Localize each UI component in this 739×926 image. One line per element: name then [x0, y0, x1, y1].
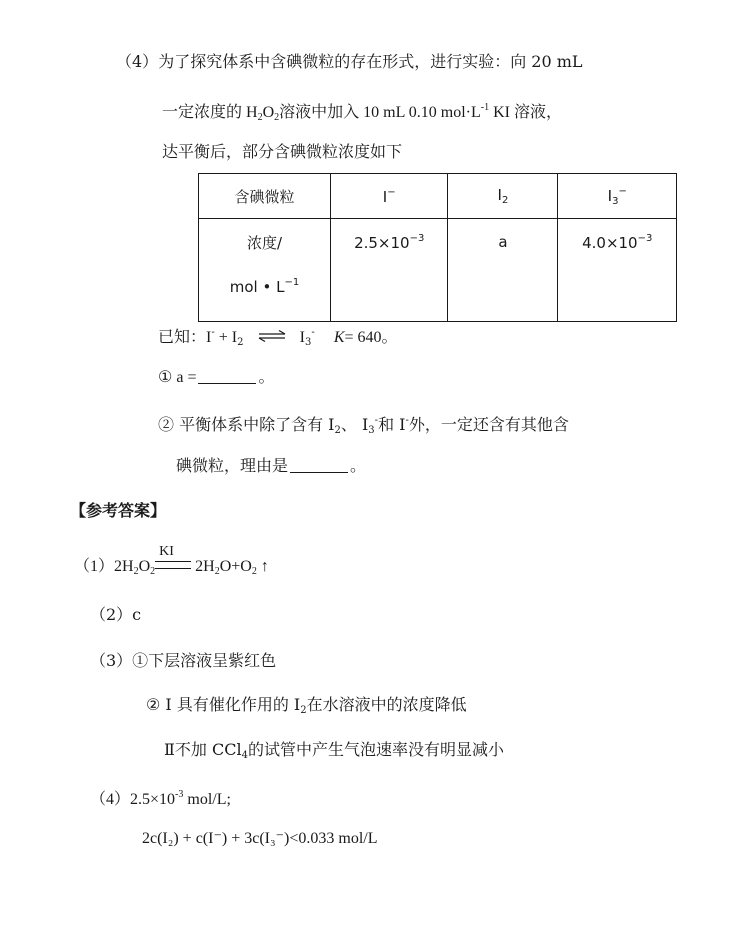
answer-3-text-c: Ⅱ不加 CCl	[164, 740, 242, 759]
concentration-table	[198, 173, 677, 322]
known-product: I	[299, 329, 305, 346]
question-text-1: 为了探究体系中含碘微粒的存在形式，进行实验：向 20 mL	[158, 52, 583, 71]
known-equilibrium: 已知：$I^- + I_2$ $I_3^-$ K= 640。	[158, 327, 398, 348]
row-label-unit: mol • L	[229, 278, 285, 296]
answer-section-title: 【参考答案】	[70, 501, 167, 520]
answer-4-line-2: 2c(I₂) + c(I⁻) + 3c(I₃⁻)<0.033 mol/L	[142, 830, 378, 847]
table-header-cell	[199, 174, 331, 219]
header-label-species: 含碘微粒	[234, 187, 295, 206]
value-iodine: a	[498, 233, 508, 251]
answer-1-left: 2H	[114, 558, 134, 575]
table-row-label	[199, 219, 331, 322]
table-header-cell: $I_3^-$	[558, 174, 677, 219]
answer-4-line-1: $(4)2.5\times 10^{-3}$ mol/L;	[90, 789, 231, 808]
answer-1: $(1)2H_2O_2$ KI $2H_2O+O_2$ ↑	[74, 556, 269, 583]
answer-1-right: 2H	[195, 558, 215, 575]
value-iodide-exp: −3	[409, 233, 425, 244]
question-text-2a: 一定浓度的 H	[162, 104, 258, 121]
header-label-iodide: I	[382, 187, 388, 206]
answer-blank-2[interactable]	[290, 456, 348, 473]
answer-3-text-a: ② I 具有催化作用的 I	[146, 695, 301, 714]
answer-2: （2）c	[90, 605, 142, 624]
gas-up-arrow-icon: ↑	[260, 558, 269, 575]
answer-4-unit: mol/L;	[187, 791, 231, 808]
answer-blank-1[interactable]	[198, 367, 256, 384]
table-cell	[448, 219, 558, 322]
table-row	[199, 219, 677, 322]
table-header-row	[199, 174, 677, 219]
question-text-2c: 溶液中加入 10 mL 0.10 mol·L	[279, 104, 481, 121]
row-label-unit-exp: −1	[284, 277, 300, 288]
known-k-value: = 640。	[344, 329, 398, 346]
subquestion-2-end: 。	[350, 456, 367, 475]
question-text-2b: O	[262, 104, 275, 121]
value-triiodide-exp: −3	[637, 233, 653, 244]
question-text-2d: KI 溶液，	[489, 104, 562, 121]
subquestion-2-text-c: 和 I	[378, 415, 406, 434]
table-header-cell	[448, 174, 558, 219]
answer-3-text-d: 的试管中产生气泡速率没有明显减小	[247, 740, 504, 759]
header-mark-iodide: −	[387, 186, 396, 198]
header-label-triiodide: I	[607, 186, 613, 205]
header-label-iodine: I	[497, 186, 502, 204]
subquestion-1	[158, 367, 274, 389]
question-line-1	[116, 51, 583, 73]
answer-3-text-b: 在水溶液中的浓度降低	[306, 695, 467, 714]
answer-4-value: （4）2.5×10	[90, 791, 176, 808]
known-prefix: 已知：I	[158, 329, 212, 346]
value-iodide: 2.5×10	[354, 234, 410, 252]
table-cell	[558, 219, 677, 322]
value-triiodide: 4.0×10	[582, 234, 638, 252]
subquestion-2-text-e: 碘微粒，理由是	[176, 456, 289, 475]
subquestion-2-text-a: ② 平衡体系中除了含有 I	[158, 415, 335, 434]
subquestion-2-text-d: 外，一定还含有其他含	[408, 415, 569, 434]
equilibrium-arrow-icon	[257, 330, 287, 342]
subquestion-1-end: 。	[258, 369, 275, 386]
question-number: （4）	[116, 52, 159, 71]
header-mark-iodine: 2	[501, 195, 509, 206]
question-line-3	[162, 141, 402, 163]
row-label-line-2	[199, 263, 330, 307]
question-line-2: 一定浓度的 $H_2O_2$溶液中加入 10 mL 0.10 $mol\cdot L^{-1}$ KI 溶液，	[162, 102, 562, 123]
subquestion-2-line-2	[176, 455, 366, 477]
subquestion-2-text-b: 、 I	[340, 415, 369, 434]
known-plus: + I	[214, 329, 238, 346]
question-text-3: 达平衡后，部分含碘微粒浓度如下	[162, 142, 403, 161]
answer-3-line-3: Ⅱ不加 CCl$_4$的试管中产生气泡速率没有明显减小	[164, 740, 504, 761]
subquestion-2-line-1: ② 平衡体系中除了含有 $I_2$、 $I_3^-$和 I-外，一定还含有其他含	[158, 415, 569, 436]
answer-3-line-2: ② I 具有催化作用的 $I_2$在水溶液中的浓度降低	[146, 695, 467, 716]
answer-1-products: O+O	[219, 558, 252, 575]
answer-1-number: （1）	[74, 558, 115, 575]
table-header-cell	[330, 174, 448, 219]
catalyst-label: KI	[159, 544, 174, 559]
table-cell	[330, 219, 448, 322]
answer-3-line-1: （3）①下层溶液呈紫红色	[90, 651, 277, 670]
subquestion-1-label: ① a =	[158, 369, 197, 386]
row-label-line-1: 浓度/	[246, 234, 282, 252]
known-k-label: K	[333, 329, 345, 346]
catalyst-equals-sign	[155, 544, 191, 573]
